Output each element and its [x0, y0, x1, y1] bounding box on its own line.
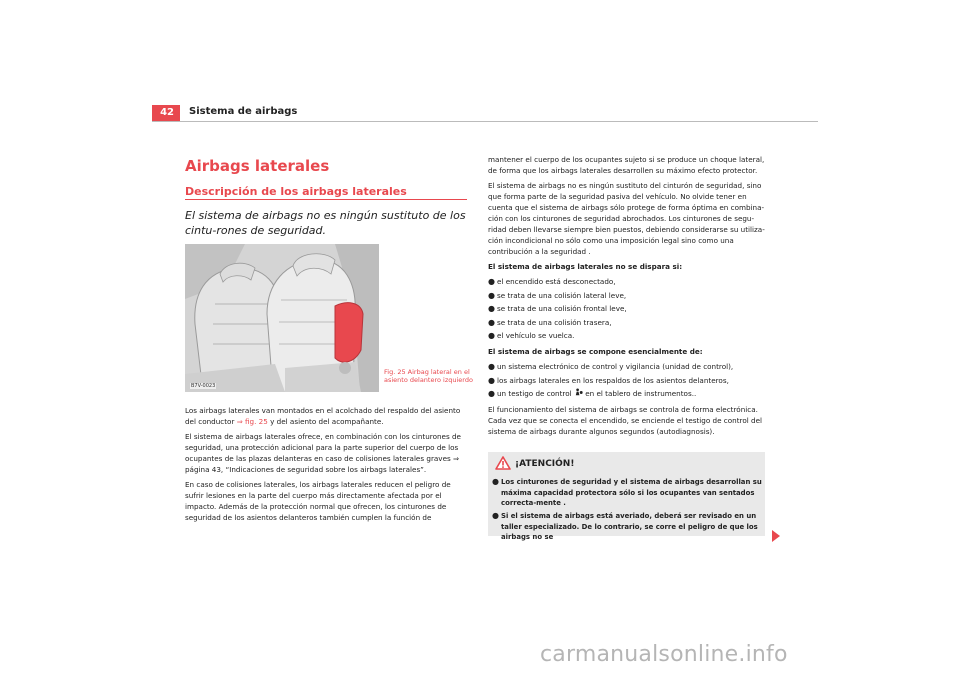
- list-item-text: en el tablero de instrumentos..: [582, 389, 697, 398]
- bullet-icon: ●: [488, 331, 495, 340]
- bullet-icon: ●: [492, 511, 499, 520]
- page-number: 42: [152, 105, 180, 121]
- subsection-divider: [185, 199, 467, 200]
- paragraph: El sistema de airbags laterales ofrece, en combinación con los cinturones de seguridad, una protección adicional para la parte superior del cuerpo de los ocupantes de las plazas delanteras en caso de colisiones laterales graves ⇒ página 43, “Indicaciones de seguridad sobre los airbags laterales”.: [185, 432, 461, 474]
- watermark: carmanualsonline.info: [540, 642, 788, 667]
- lead-text: El sistema de airbags no es ningún sustituto de los cintu-rones de seguridad.: [185, 209, 466, 237]
- figure-caption: Fig. 25 Airbag lateral en el asiento delantero izquierdo: [384, 368, 473, 384]
- list-item-text: los airbags laterales en los respaldos de los asientos delanteros,: [497, 375, 729, 385]
- continue-arrow-icon[interactable]: [772, 530, 780, 542]
- list-item-text: un testigo de control: [497, 389, 574, 398]
- paragraph: mantener el cuerpo de los ocupantes sujeto si se produce un choque lateral, de forma que los airbags laterales desarrollen su máximo efecto protector.: [488, 155, 765, 175]
- bullet-icon: ●: [488, 304, 495, 313]
- text: y del asiento del acompañante.: [267, 417, 384, 426]
- warning-title: ¡ATENCIÓN!: [515, 459, 575, 469]
- warning-item: [492, 477, 762, 509]
- bullet-icon: ●: [488, 362, 495, 371]
- header-divider: [152, 121, 818, 122]
- paragraph: [185, 405, 467, 427]
- list-item: [488, 388, 768, 399]
- airbag-warning-lamp-icon: [574, 388, 583, 397]
- bullet-icon: ●: [488, 290, 495, 300]
- warning-body: [492, 477, 762, 545]
- list-item-text: se trata de una colisión lateral leve,: [497, 290, 627, 300]
- paragraph: El sistema de airbags no es ningún sustituto del cinturón de seguridad, sino que forma parte de la seguridad pasiva del vehículo. No olvide tener en cuenta que el sistema de airbags sólo protege de forma óptima en combina-ción con los cinturones de seguridad abrochados. Los cinturones de segu-ridad deben llevarse siempre bien puestos, debiendo considerarse su utiliza-ción incondicional no sólo como una imposición legal sino como una contribución a la seguridad .: [488, 181, 765, 256]
- list-item: [488, 317, 768, 328]
- subsection-title: Descripción de los airbags laterales: [185, 185, 407, 198]
- warning-item: [492, 511, 762, 543]
- bullet-icon: ●: [492, 477, 499, 486]
- list-item: [488, 375, 768, 386]
- list-item-text: el encendido está desconectado,: [497, 277, 616, 286]
- warning-item-text: Los cinturones de seguridad y el sistema de airbags desarrollan su máxima capacidad protectora sólo si los ocupantes van sentados correcta-mente .: [501, 478, 762, 507]
- list-item: [488, 290, 768, 301]
- warning-item-text: Si el sistema de airbags está averiado, deberá ser revisado en un taller especializado. De lo contrario, se corre el peligro de que los airbags no se: [501, 512, 758, 541]
- list-item: [488, 361, 768, 372]
- list-item: [488, 276, 768, 287]
- bullet-icon: ●: [488, 277, 495, 286]
- list-item-text: el vehículo se vuelca.: [497, 331, 575, 340]
- paragraph: El funcionamiento del sistema de airbags se controla de forma electrónica. Cada vez que se conecta el encendido, se enciende el testigo de control del sistema de airbags durante algunos segundos (autodiagnosis).: [488, 405, 762, 436]
- running-header: Sistema de airbags: [189, 106, 298, 117]
- list-item: [488, 303, 768, 314]
- bullet-icon: ●: [488, 317, 495, 327]
- bullet-icon: ●: [488, 375, 495, 385]
- seat-illustration: [185, 244, 379, 392]
- left-column: [185, 405, 467, 527]
- list-item-text: se trata de una colisión frontal leve,: [497, 304, 627, 313]
- seat-airbag-figure: [185, 244, 379, 392]
- section-title: Airbags laterales: [185, 157, 330, 175]
- list-item: [488, 330, 768, 341]
- warning-triangle-icon: [495, 456, 511, 470]
- bullet-icon: ●: [488, 389, 495, 398]
- list-heading: El sistema de airbags laterales no se dispara si:: [488, 262, 683, 271]
- list-heading: El sistema de airbags se compone esencialmente de:: [488, 347, 703, 356]
- figure-id: B7V-0023: [191, 383, 216, 389]
- list-item-text: se trata de una colisión trasera,: [497, 317, 612, 327]
- paragraph: En caso de colisiones laterales, los airbags laterales reducen el peligro de sufrir lesiones en la parte del cuerpo más directamente afectada por el impacto. Además de la protección normal que ofrecen, los cinturones de seguridad de los asientos delanteros también cumplen la función de: [185, 480, 451, 522]
- list-item-text: un sistema electrónico de control y vigilancia (unidad de control),: [497, 362, 734, 371]
- figure-link[interactable]: ⇒ fig. 25: [236, 417, 268, 426]
- text: Los airbags laterales van montados en el acolchado del respaldo del asiento del conductor: [185, 406, 461, 426]
- right-column: [488, 154, 768, 441]
